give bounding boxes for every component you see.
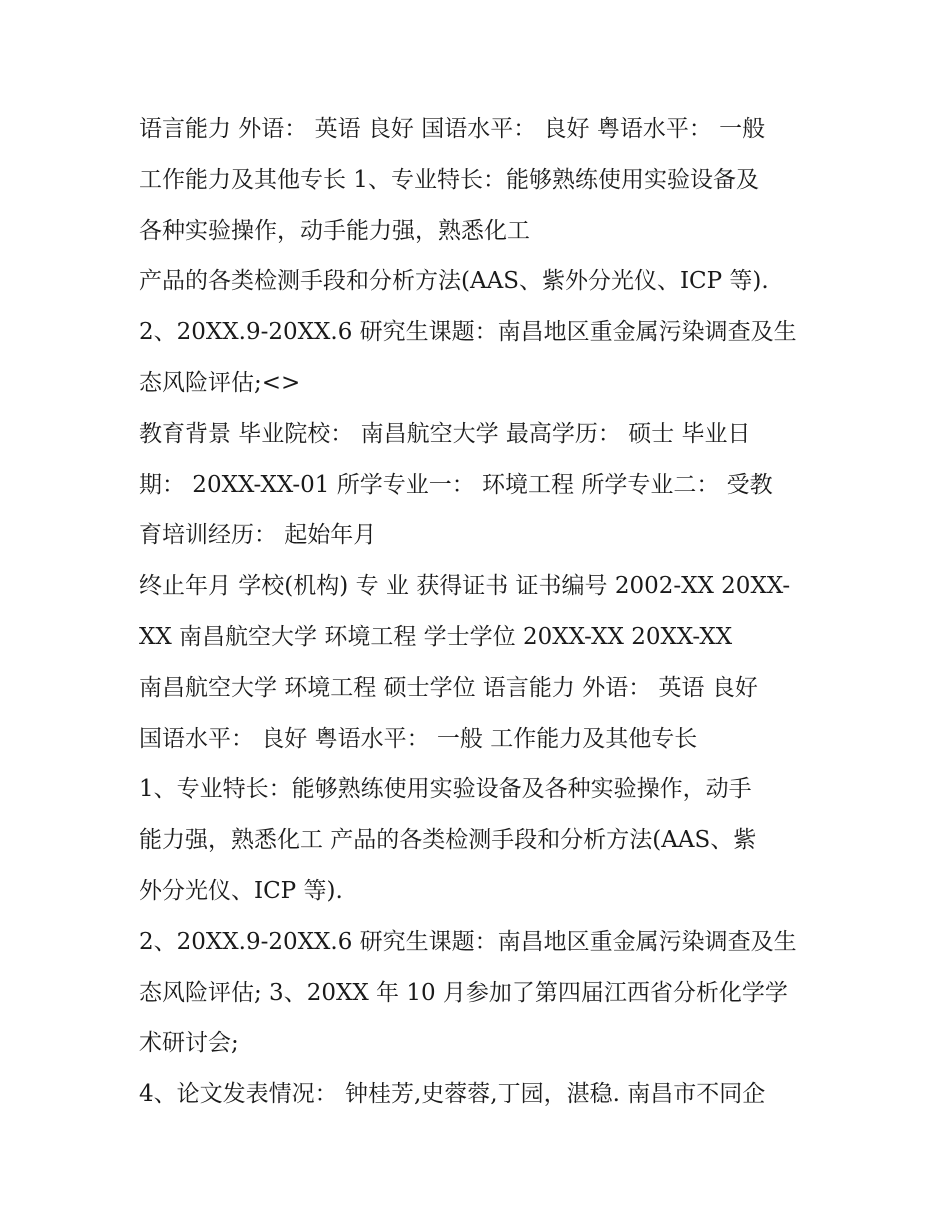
text-line-16: 外分光仪、ICP 等). [139, 877, 343, 904]
text-line-10: 终止年月 学校(机构) 专 业 获得证书 证书编号 2002-XX 20XX- [139, 573, 791, 600]
text-line-5: 2、20XX.9-20XX.6 研究生课题：南昌地区重金属污染调查及生 [139, 319, 797, 346]
body-text [139, 104, 811, 1120]
text-line-8: 期： 20XX-XX-01 所学专业一： 环境工程 所学专业二： 受教 [139, 471, 773, 498]
text-line-15: 能力强，熟悉化工 产品的各类检测手段和分析方法(AAS、紫 [139, 827, 757, 854]
text-line-20: 4、论文发表情况： 钟桂芳,史蓉蓉,丁园，湛稳. 南昌市不同企 [139, 1081, 766, 1108]
text-line-13: 国语水平： 良好 粤语水平： 一般 工作能力及其他专长 [139, 725, 698, 752]
text-line-2: 工作能力及其他专长 1、专业特长：能够熟练使用实验设备及 [139, 166, 759, 193]
text-line-11: XX 南昌航空大学 环境工程 学士学位 20XX-XX 20XX-XX [139, 623, 733, 650]
text-line-3: 各种实验操作，动手能力强，熟悉化工 [139, 217, 530, 244]
text-line-9: 育培训经历： 起始年月 [139, 522, 377, 549]
text-line-19: 术研讨会; [139, 1030, 239, 1057]
text-line-17: 2、20XX.9-20XX.6 研究生课题：南昌地区重金属污染调查及生 [139, 928, 797, 955]
text-line-4: 产品的各类检测手段和分析方法(AAS、紫外分光仪、ICP 等). [139, 268, 769, 295]
text-line-12: 南昌航空大学 环境工程 硕士学位 语言能力 外语： 英语 良好 [139, 674, 758, 701]
text-line-1: 语言能力 外语： 英语 良好 国语水平： 良好 粤语水平： 一般 [139, 116, 766, 142]
text-line-7: 教育背景 毕业院校： 南昌航空大学 最高学历： 硕士 毕业日 [139, 420, 751, 447]
text-line-18: 态风险评估; 3、20XX 年 10 月参加了第四届江西省分析化学学 [139, 979, 788, 1006]
text-line-6: 态风险评估;<> [139, 369, 301, 396]
text-line-14: 1、专业特长：能够熟练使用实验设备及各种实验操作，动手 [139, 776, 752, 803]
